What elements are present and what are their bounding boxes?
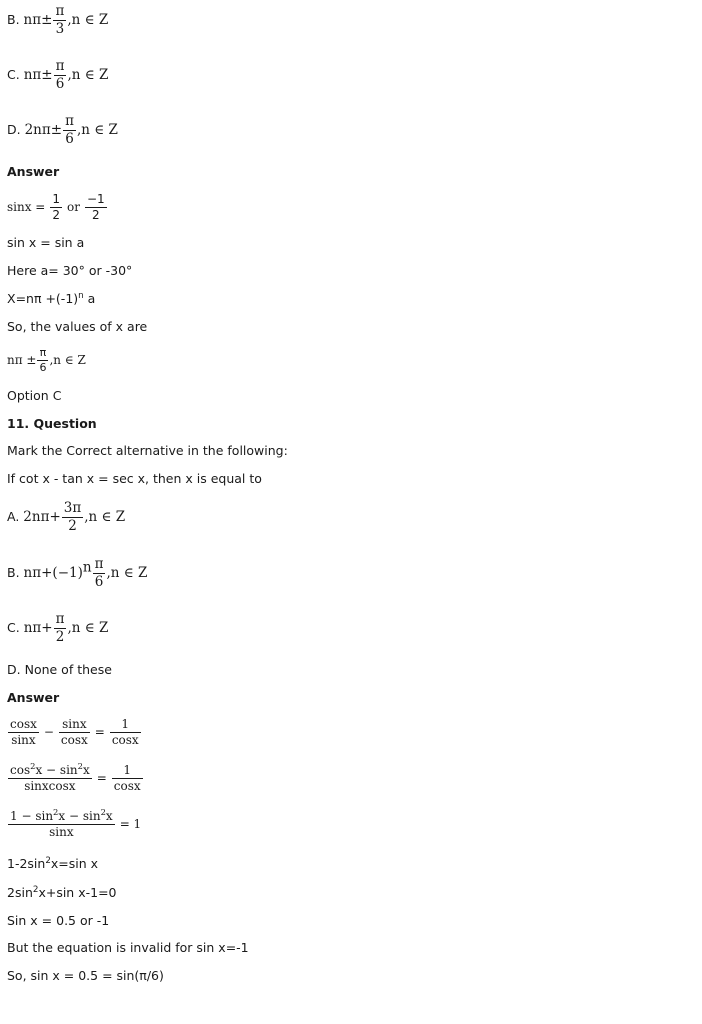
fraction-numerator: 1	[50, 193, 62, 208]
fraction-denominator: 2	[68, 517, 77, 534]
fraction-numerator	[8, 761, 92, 779]
fraction-denominator: 6	[94, 573, 104, 590]
fraction-numerator: π	[55, 58, 65, 74]
fraction-numerator: 1	[110, 718, 141, 733]
option-label: D.	[7, 121, 21, 137]
text: 2sin	[7, 885, 33, 900]
text-line	[7, 290, 96, 306]
fraction-numerator: sinx	[59, 718, 90, 733]
fraction-denominator: sinxcosx	[24, 779, 76, 794]
fraction-denominator: 6	[39, 361, 47, 375]
option-answer: Option C	[7, 388, 62, 403]
math-text: nπ±	[23, 11, 53, 28]
fraction-numerator: π	[65, 113, 74, 129]
answer-heading: Answer	[7, 164, 60, 179]
math-text: nπ+	[23, 619, 53, 636]
q10-option-d	[7, 114, 118, 147]
fraction-numerator: −1	[85, 193, 107, 208]
math-text: 1 − sin	[10, 809, 54, 823]
math-text: =	[96, 771, 107, 786]
fraction-numerator: cosx	[8, 718, 39, 733]
fraction-numerator: π	[37, 347, 48, 361]
fraction-numerator: π	[55, 611, 65, 627]
q11-option-a	[7, 501, 125, 534]
text-line: So, sin x = 0.5 = sin(π/6)	[7, 968, 164, 983]
option-text: None of these	[24, 662, 112, 677]
text-line: sin x = sin a	[7, 235, 85, 250]
text-line: But the equation is invalid for sin x=-1	[7, 940, 249, 955]
superscript: 2	[32, 884, 39, 895]
math-text: x − sin	[58, 809, 101, 823]
math-text: x − sin	[35, 763, 78, 777]
math-text: nπ±	[23, 66, 53, 83]
fraction	[8, 761, 92, 794]
fraction	[37, 347, 48, 374]
text-line: Sin x = 0.5 or -1	[7, 913, 110, 928]
math-text: sinx =	[7, 200, 46, 215]
option-label: D.	[7, 662, 21, 677]
question-text: If cot x - tan x = sec x, then x is equal to	[7, 471, 262, 486]
q10-option-c	[7, 59, 108, 92]
math-text: x	[82, 763, 90, 777]
text-line	[7, 855, 99, 871]
equation-1	[7, 718, 142, 747]
fraction-denominator: 2	[52, 208, 60, 223]
math-text: ,n ∈ Z	[106, 564, 148, 581]
superscript: n	[78, 290, 84, 301]
math-text: ,n ∈ Z	[84, 508, 126, 525]
equation-2	[7, 761, 144, 794]
math-text: =	[94, 725, 105, 740]
text: 1-2sin	[7, 856, 46, 871]
sinx-equation	[7, 193, 108, 222]
option-label: A.	[7, 508, 20, 524]
fraction-denominator: sinx	[49, 825, 74, 840]
text: a	[83, 291, 96, 306]
fraction	[8, 807, 115, 840]
fraction-numerator: π	[94, 556, 104, 572]
math-text: ,n ∈ Z	[67, 11, 109, 28]
fraction	[53, 4, 66, 37]
superscript: 2	[100, 807, 106, 817]
math-text: ,n ∈ Z	[76, 121, 118, 138]
option-label: B.	[7, 564, 20, 580]
fraction	[85, 193, 107, 222]
math-text: x	[105, 809, 113, 823]
math-text: = 1	[119, 817, 142, 832]
math-text: nπ ±	[7, 353, 37, 368]
superscript: n	[82, 559, 92, 576]
fraction	[62, 501, 83, 534]
fraction	[59, 718, 90, 747]
fraction	[112, 764, 143, 793]
answer-heading: Answer	[7, 690, 60, 705]
math-text: 2nπ+	[23, 508, 61, 525]
fraction	[54, 59, 67, 92]
math-text: cos	[10, 763, 31, 777]
option-label: C.	[7, 66, 20, 82]
math-text: ,n ∈ Z	[67, 619, 109, 636]
superscript: 2	[53, 807, 59, 817]
fraction-denominator: 2	[55, 628, 65, 645]
fraction	[54, 612, 67, 645]
math-text: −	[43, 725, 54, 740]
math-text: ,n ∈ Z	[49, 353, 86, 368]
fraction-denominator: cosx	[111, 733, 139, 748]
fraction-denominator: 6	[55, 75, 65, 92]
text-line	[7, 884, 117, 900]
q10-option-b	[7, 4, 108, 37]
q11-option-d	[7, 664, 112, 677]
math-text: or	[66, 200, 80, 215]
fraction-numerator: 1	[112, 764, 143, 779]
text-line: So, the values of x are	[7, 319, 148, 334]
equation-3	[7, 807, 142, 840]
option-label: B.	[7, 11, 20, 27]
result-equation	[7, 347, 86, 374]
fraction	[93, 557, 106, 590]
fraction	[63, 114, 76, 147]
superscript: 2	[77, 761, 83, 771]
math-text: ,n ∈ Z	[67, 66, 109, 83]
q11-option-b	[7, 557, 147, 590]
question-heading: 11. Question	[7, 416, 97, 431]
fraction-numerator: π	[55, 3, 65, 19]
fraction-numerator	[8, 807, 115, 825]
text-line: Here a= 30° or -30°	[7, 263, 133, 278]
question-instruction: Mark the Correct alternative in the following:	[7, 443, 288, 458]
superscript: 2	[30, 761, 36, 771]
fraction-numerator: 3π	[63, 500, 82, 516]
text: x+sin x-1=0	[38, 885, 117, 900]
math-text: nπ+(−1)	[23, 564, 83, 581]
text: x=sin x	[50, 856, 99, 871]
q11-option-c	[7, 612, 108, 645]
fraction-denominator: 6	[65, 130, 74, 147]
fraction-denominator: 2	[91, 208, 100, 223]
text: X=nπ +(-1)	[7, 291, 79, 306]
superscript: 2	[45, 855, 51, 866]
fraction	[50, 193, 62, 222]
fraction-denominator: cosx	[113, 779, 141, 794]
math-text: 2nπ±	[24, 121, 63, 138]
fraction	[110, 718, 141, 747]
fraction	[8, 718, 39, 747]
fraction-denominator: 3	[55, 20, 65, 37]
fraction-denominator: sinx	[11, 733, 36, 748]
option-label: C.	[7, 619, 20, 635]
fraction-denominator: cosx	[60, 733, 88, 748]
